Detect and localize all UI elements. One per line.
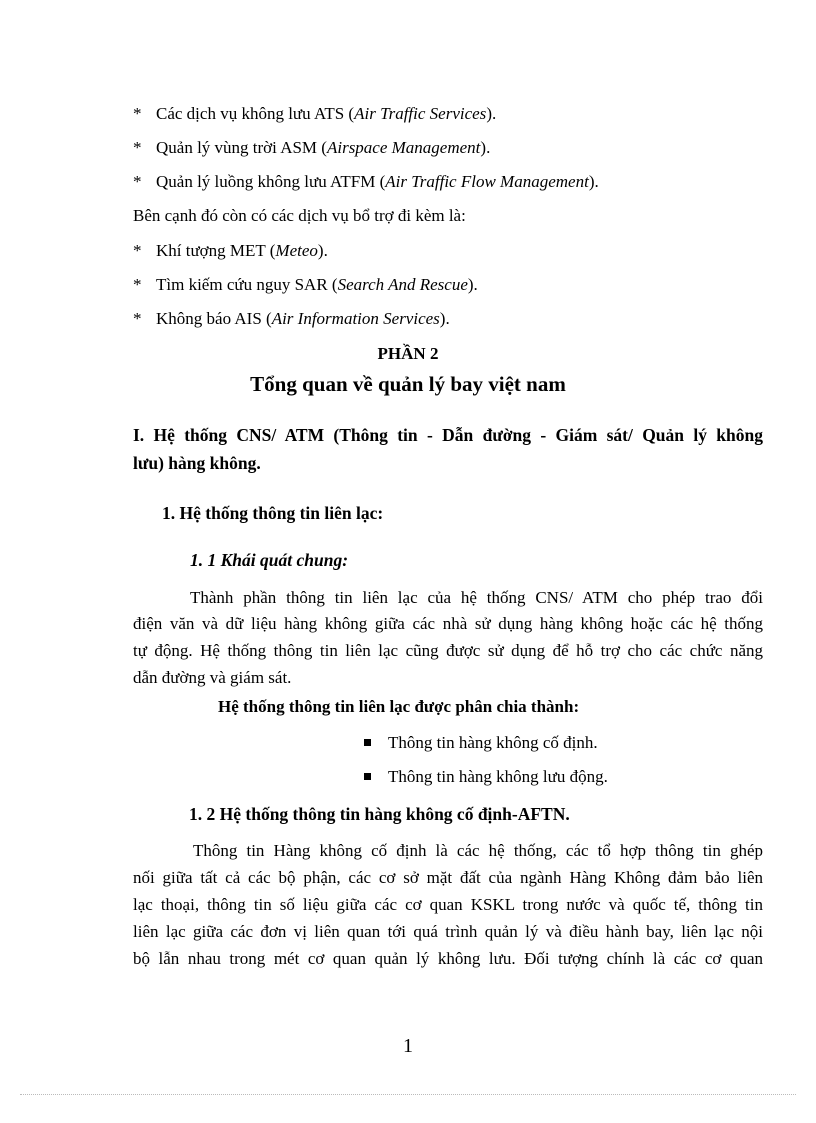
bullet-italic: Airspace Management	[326, 138, 481, 157]
bullet-italic: Meteo	[275, 241, 318, 260]
bullet-text: Các dịch vụ không lưu ATS (	[156, 104, 355, 123]
list-item: Thông tin hàng không lưu động.	[388, 767, 608, 786]
section-heading-cont: lưu) hàng không.	[133, 453, 261, 473]
bullet-marker: *	[133, 309, 142, 328]
list-item	[156, 309, 450, 329]
bullet-end: ).	[317, 241, 328, 260]
bullet-end: ).	[467, 275, 478, 294]
paragraph-line: bộ lẫn nhau trong mét cơ quan quản lý không lưu. Đối tượng chính là các cơ quan	[133, 949, 763, 968]
part-label: PHẦN 2	[377, 344, 439, 363]
bullet-text: Quản lý vùng trời ASM (	[156, 138, 327, 157]
list-item	[156, 138, 490, 158]
subsection-heading: 1. Hệ thống thông tin liên lạc:	[162, 503, 384, 523]
bullet-marker: *	[133, 275, 142, 294]
bullet-marker: *	[133, 172, 142, 191]
bullet-italic: Air Information Services	[271, 309, 440, 328]
paragraph-line: tự động. Hệ thống thông tin liên lạc cũng được sử dụng để hỗ trợ cho các chức năng	[133, 641, 763, 660]
list-item	[156, 104, 496, 124]
bullet-italic: Air Traffic Services	[354, 104, 487, 123]
bullet-text: Tìm kiếm cứu nguy SAR (	[156, 275, 338, 294]
paragraph-line: lạc thoại, thông tin số liệu giữa các cơ quan KSKL trong nước và quốc tế, thông tin	[133, 895, 763, 914]
bullet-end: ).	[480, 138, 491, 157]
paragraph-line: Thành phần thông tin liên lạc của hệ thống CNS/ ATM cho phép trao đổi	[190, 588, 763, 607]
bullet-marker: *	[133, 138, 142, 157]
list-item	[156, 172, 599, 192]
paragraph-line: dẫn đường và giám sát.	[133, 668, 292, 687]
bullet-italic: Search And Rescue	[337, 275, 468, 294]
list-item	[156, 275, 478, 295]
paragraph-line: điện văn và dữ liệu hàng không giữa các nhà sử dụng hàng không hoặc các hệ thống	[133, 614, 763, 633]
section-heading: I. Hệ thống CNS/ ATM (Thông tin - Dẫn đường - Giám sát/ Quản lý không	[133, 425, 763, 445]
list-item	[156, 241, 328, 261]
square-bullet-icon	[364, 739, 371, 746]
subsubsection-heading: 1. 1 Khái quát chung:	[190, 550, 349, 570]
page-bottom-rule	[20, 1094, 796, 1095]
page-number: 1	[403, 1035, 413, 1057]
bullet-marker: *	[133, 104, 142, 123]
bullet-end: ).	[588, 172, 599, 191]
bullet-marker: *	[133, 241, 142, 260]
paragraph-line: liên lạc giữa các đơn vị liên quan tới quá trình quản lý và điều hành bay, liên lạc nội	[133, 922, 763, 941]
division-heading: Hệ thống thông tin liên lạc được phân chia thành:	[218, 697, 580, 716]
bullet-end: ).	[486, 104, 497, 123]
subsubsection-heading: 1. 2 Hệ thống thông tin hàng không cố định-AFTN.	[189, 804, 570, 824]
bullet-text: Quản lý luồng không lưu ATFM (	[156, 172, 386, 191]
square-bullet-icon	[364, 773, 371, 780]
bullet-text: Không báo AIS (	[156, 309, 272, 328]
paragraph-line: nối giữa tất cả các bộ phận, các cơ sở mặt đất của ngành Hàng Không đảm bảo liên	[133, 868, 763, 887]
list-item: Thông tin hàng không cố định.	[388, 733, 598, 752]
part-title: Tổng quan về quản lý bay việt nam	[250, 372, 566, 396]
bullet-end: ).	[439, 309, 450, 328]
paragraph-line: Thông tin Hàng không cố định là các hệ thống, các tổ hợp thông tin ghép	[193, 841, 763, 860]
bullet-text: Khí tượng MET (	[156, 241, 276, 260]
bullet-italic: Air Traffic Flow Management	[385, 172, 589, 191]
support-intro: Bên cạnh đó còn có các dịch vụ bổ trợ đi kèm là:	[133, 206, 466, 225]
